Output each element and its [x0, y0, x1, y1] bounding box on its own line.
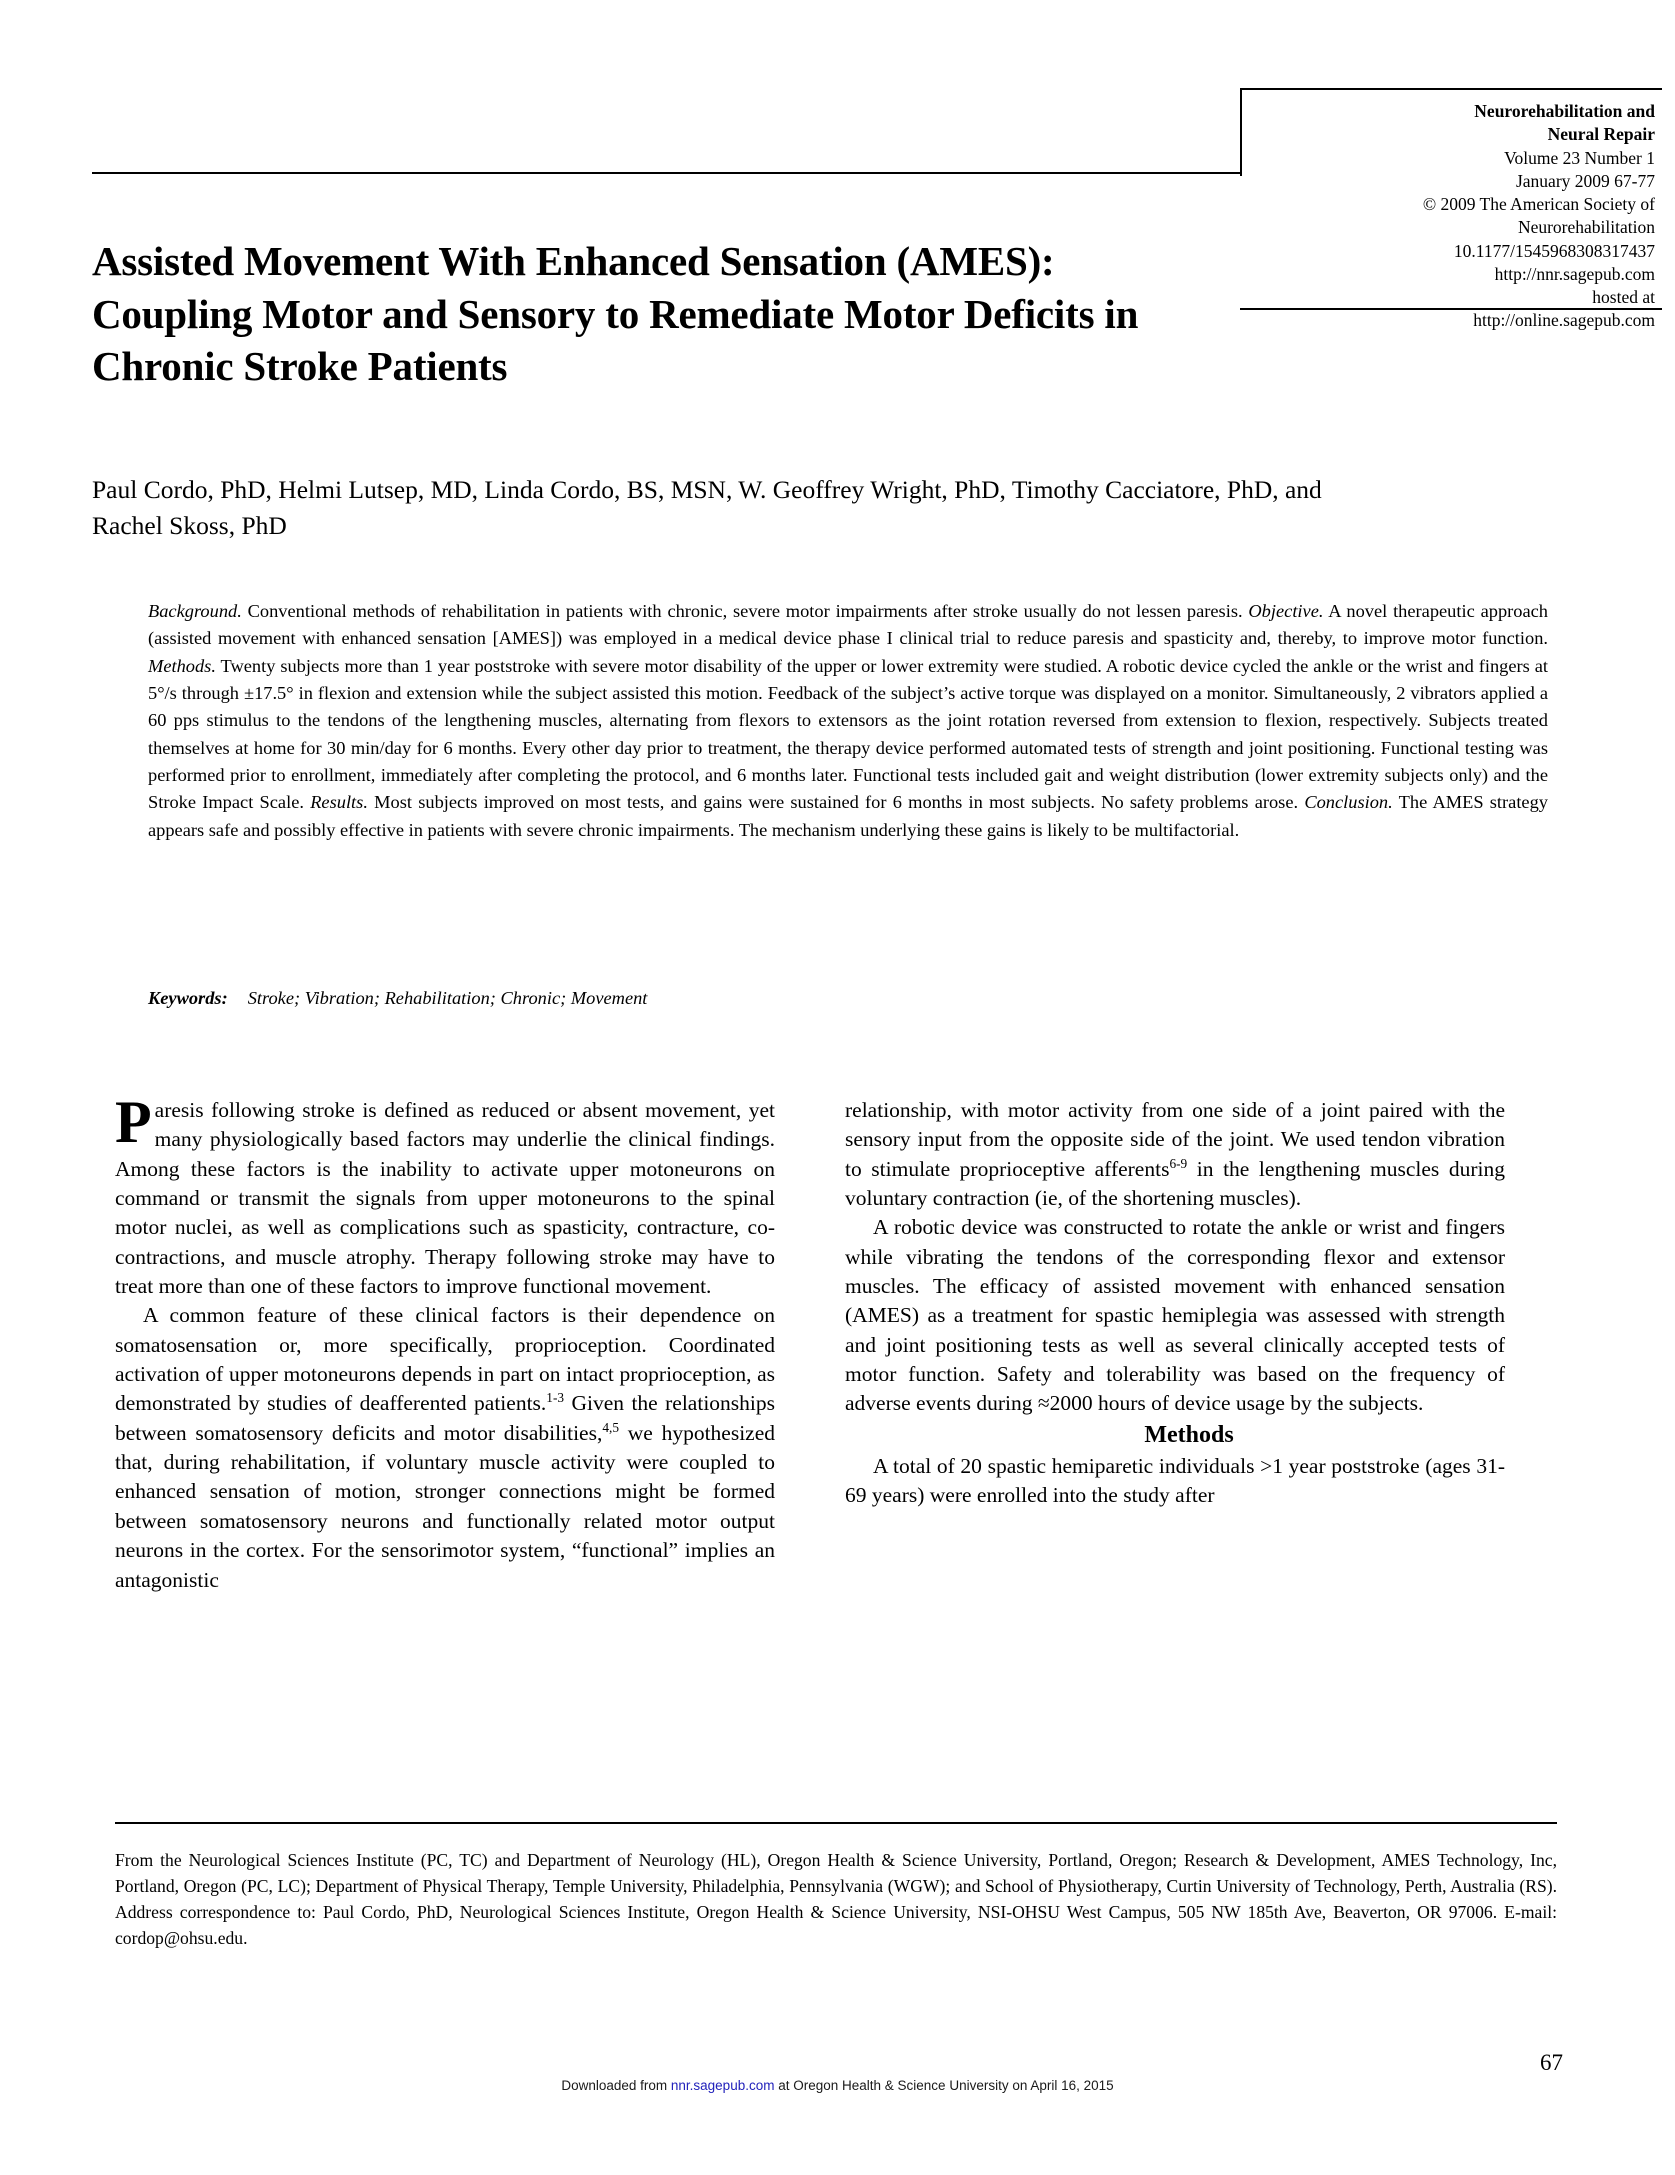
journal-name-line1: Neurorehabilitation and [1474, 101, 1655, 121]
author-list: Paul Cordo, PhD, Helmi Lutsep, MD, Linda Cordo, BS, MSN, W. Geoffrey Wright, PhD, Timothy Cacciatore, PhD, and Rachel Skoss, PhD [92, 475, 1322, 541]
keywords-line [148, 988, 1548, 1009]
journal-volume: Volume 23 Number 1 [1504, 147, 1655, 168]
citation-ref-6-9: 6-9 [1169, 1155, 1188, 1171]
journal-copyright-line2: Neurorehabilitation [1517, 217, 1655, 238]
download-provenance-line [0, 2078, 1675, 2093]
drop-cap: P [115, 1089, 152, 1155]
journal-name-line2: Neural Repair [1547, 124, 1655, 145]
journal-date-pages: January 2009 67-77 [1515, 170, 1655, 191]
journal-copyright-line1: © 2009 The American Society of [1422, 194, 1655, 215]
masthead-rule-left [1240, 88, 1242, 176]
paragraph-somatosensation [115, 1301, 775, 1594]
citation-ref-4-5: 4,5 [602, 1419, 620, 1435]
page-title: Assisted Movement With Enhanced Sensation (AMES): Coupling Motor and Sensory to Remediate Motor Deficits in Chronic Stroke Patients [92, 238, 1139, 390]
masthead-rule-top [1240, 88, 1662, 90]
abstract-text-background: Conventional methods of rehabilitation in patients with chronic, severe motor impairments after stroke usually do not lessen paresis. [241, 601, 1249, 621]
journal-url-host: http://online.sagepub.com [1473, 310, 1655, 331]
abstract-text-objective: A novel therapeutic approach (assisted movement with enhanced sensation [AMES]) was employed in a medical device phase I clinical trial to reduce paresis and spasticity and, thereby, to improve motor function. [148, 601, 1548, 649]
abstract-label-objective: Objective. [1248, 601, 1324, 621]
abstract-text-conclusion: The AMES strategy appears safe and possibly effective in patients with severe chronic impairments. The mechanism underlying these gains is likely to be multifactorial. [148, 792, 1548, 840]
sagepub-link[interactable]: nnr.sagepub.com [670, 2078, 775, 2093]
keywords-label: Keywords: [148, 988, 228, 1008]
title-divider-rule [92, 172, 1242, 174]
journal-url-primary: http://nnr.sagepub.com [1494, 263, 1655, 284]
abstract-text-results: Most subjects improved on most tests, and gains were sustained for 6 months in most subjects. No safety problems arose. [367, 792, 1305, 813]
citation-ref-1-3: 1-3 [546, 1390, 565, 1406]
abstract-label-results: Results. [310, 792, 368, 813]
paragraph-intro [115, 1089, 775, 1301]
section-heading-methods: Methods [1144, 1421, 1234, 1448]
abstract-label-methods: Methods. [148, 655, 216, 676]
paragraph-relationship-part2: in the lengthening muscles during voluntary contraction (ie, of the shortening muscles). [845, 1156, 1505, 1211]
body-column-left [115, 1089, 776, 1595]
journal-doi: 10.1177/1545968308317437 [1453, 240, 1655, 261]
footnote-divider-rule [115, 1822, 1557, 1824]
paragraph-relationship [845, 1096, 1505, 1213]
paragraph-intro-text: aresis following stroke is defined as reduced or absent movement, yet many physiologically based factors may underlie the clinical findings. Among these factors is the inability to activate upper motoneurons on command or transmit the signals from upper motoneurons to the spinal motor nuclei, as well as complications such as spasticity, contracture, co-contractions, and muscle atrophy. Therapy following stroke may have to treat more than one of these factors to improve functional movement. [115, 1098, 775, 1299]
page-number: 67 [1540, 2050, 1563, 2075]
keywords-value: Stroke; Vibration; Rehabilitation; Chronic; Movement [247, 988, 648, 1008]
paragraph-subjects: A total of 20 spastic hemiparetic individuals >1 year poststroke (ages 31-69 years) were enrolled into the study after [845, 1453, 1505, 1507]
download-suffix: at Oregon Health & Science University on April 16, 2015 [774, 2078, 1114, 2093]
paragraph-somatosensation-part3: we hypothesized that, during rehabilitation, if voluntary muscle activity were coupled to enhanced sensation of motion, stronger connections might be formed between somatosensory neurons and functionally related motor output neurons in the cortex. For the sensorimotor system, “functional” implies an antagonistic [115, 1420, 776, 1592]
paragraph-robotic-device: A robotic device was constructed to rotate the ankle or wrist and fingers while vibrating the tendons of the corresponding flexor and extensor muscles. The efficacy of assisted movement with enhanced sensation (AMES) as a treatment for spastic hemiplegia was assessed with strength and joint positioning tests as well as several clinically accepted tests of motor function. Safety and tolerability was based on the frequency of adverse events during ≈2000 hours of device usage by the subjects. [845, 1215, 1505, 1416]
body-column-right [845, 1096, 1505, 1510]
affiliation-footnote: From the Neurological Sciences Institute (PC, TC) and Department of Neurology (HL), Oregon Health & Science University, Portland, Oregon; Research & Development, AMES Technology, Inc, Portland, Oregon (PC, LC); Department of Physical Therapy, Temple University, Philadelphia, Pennsylvania (WGW); and School of Physiotherapy, Curtin University of Technology, Perth, Australia (RS). Address correspondence to: Paul Cordo, PhD, Neurological Sciences Institute, Oregon Health & Science University, NSI-OHSU West Campus, 505 NW 185th Ave, Beaverton, OR 97006. E-mail: cordop@ohsu.edu. [115, 1850, 1557, 1948]
abstract-label-conclusion: Conclusion. [1304, 792, 1393, 813]
paragraph-somatosensation-part1: A common feature of these clinical factors is their dependence on somatosensation or, more specifically, proprioception. Coordinated activation of upper motoneurons depends in part on intact proprioception, as demonstrated by studies of deafferented patients. [115, 1303, 775, 1416]
paragraph-somatosensation-part2: Given the relationships between somatosensory deficits and motor disabilities, [115, 1391, 775, 1445]
abstract-label-background: Background. [148, 601, 242, 621]
abstract [148, 598, 1548, 844]
journal-hosted-at-label: hosted at [1592, 287, 1655, 308]
abstract-text-methods: Twenty subjects more than 1 year poststroke with severe motor disability of the upper or lower extremity were studied. A robotic device cycled the ankle or the wrist and fingers at 5°/s through ±17.5° in flexion and extension while the subject assisted this motion. Feedback of the subject’s active torque was displayed on a monitor. Simultaneously, 2 vibrators applied a 60 pps stimulus to the tendons of the lengthening muscles, alternating from flexors to extensors as the joint rotation reversed from extension to flexion, respectively. Subjects treated themselves at home for 30 min/day for 6 months. Every other day prior to treatment, the therapy device performed automated tests of strength and joint positioning. Functional testing was performed prior to enrollment, immediately after completing the protocol, and 6 months later. Functional tests included gait and weight distribution (lower extremity subjects only) and the Stroke Impact Scale. [148, 655, 1548, 813]
paragraph-relationship-part1: relationship, with motor activity from one side of a joint paired with the sensory input from the opposite side of the joint. We used tendon vibration to stimulate proprioceptive afferents [845, 1098, 1505, 1181]
journal-info-block [1255, 100, 1655, 333]
download-prefix: Downloaded from [561, 2078, 671, 2093]
